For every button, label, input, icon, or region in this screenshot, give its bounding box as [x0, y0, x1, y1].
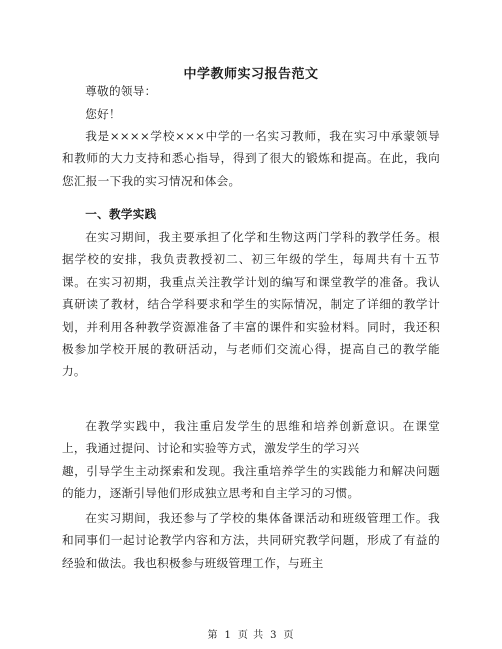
greeting: 您好！: [85, 107, 121, 121]
paragraph-teaching-method-line2: 趣，引导学生主动探索和发现。我注重培养学生的实践能力和解决问题的能力，逐渐引导他们形成独立思考和自主学习的习惯。: [62, 464, 440, 501]
intro-paragraph: 我是××××学校×××中学的一名实习教师，我在实习中承蒙领导和教师的大力支持和悉心指导，得到了很大的锻炼和提高。在此，我向您汇报一下我的实习情况和体会。: [62, 129, 440, 188]
paragraph-collective-prep: 在实习期间，我还参与了学校的集体备课活动和班级管理工作。我和同事们一起讨论教学内容和方法，共同研究教学问题，形成了有益的经验和做法。我也积极参与班级管理工作，与班主: [62, 511, 440, 570]
footer-prefix: 第: [207, 630, 219, 641]
page-footer: [0, 626, 502, 641]
paragraph-teaching-method-line1: 在教学实践中，我注重启发学生的思维和培养创新意识。在课堂上，我通过提问、讨论和实验等方式，激发学生的学习兴: [62, 419, 440, 456]
footer-suffix: 页: [283, 630, 295, 641]
paragraph-teaching-duties: 在实习期间，我主要承担了化学和生物这两门学科的教学任务。根据学校的安排，我负责教授初二、初三年级的学生，每周共有十五节课。在实习初期，我重点关注教学计划的编写和课堂教学的准备。我认真研读了教材，结合学科要求和学生的实际情况，制定了详细的教学计划，并利用各种教学资源准备了丰富的课件和实验材料。同时，我还积极参加学校开展的教研活动，与老师们交流心得，提高自己的教学能力。: [62, 230, 440, 379]
salutation: 尊敬的领导：: [85, 84, 157, 98]
section-heading-teaching-practice: 一、教学实践: [85, 207, 157, 221]
footer-middle: 页 共: [237, 630, 265, 641]
footer-current-page: 1: [224, 630, 232, 641]
document-title: 中学教师实习报告范文: [183, 67, 319, 82]
footer-total-pages: 3: [270, 630, 278, 641]
